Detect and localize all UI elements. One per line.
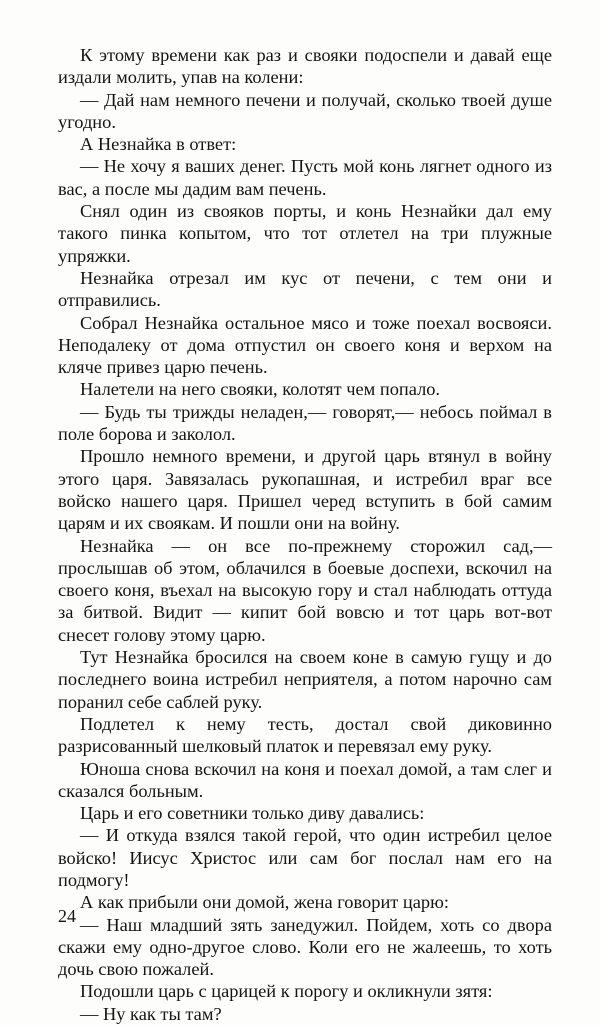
page-text: [58, 44, 552, 1025]
paragraph: Незнайка отрезал им кус от печени, с тем они и отправились.: [58, 267, 552, 311]
paragraph: Снял один из свояков порты, и конь Незнайки дал ему такого пинка копытом, что тот отлетел на три плужные упряжки.: [58, 201, 552, 266]
paragraph: Подошли царь с царицей к порогу и окликнули зятя:: [80, 981, 493, 1002]
paragraph: Прошло немного времени, и другой царь втянул в войну этого царя. Завязалась рукопашная, и истребил враг все войско нашего царя. Пришел черед вступить в бой самим царям и их своякам. И пошли они на войну.: [58, 446, 552, 534]
paragraph: — Ну как ты там?: [80, 1003, 222, 1024]
paragraph: — И откуда взялся такой герой, что один истребил целое войско! Иисус Христос или сам бог послал нам его на подмогу!: [58, 825, 552, 890]
paragraph: Собрал Незнайка остальное мясо и тоже поехал восвояси. Неподалеку от дома отпустил он своего коня и верхом на кляче привез царю печень.: [58, 312, 552, 378]
paragraph: Подлетел к нему тесть, достал свой диковинно разрисованный шелковый платок и перевязал ему руку.: [58, 713, 552, 757]
paragraph: Налетели на него свояки, колотят чем попало.: [80, 379, 441, 400]
paragraph: Незнайка — он все по-прежнему сторожил сад,— прослышав об этом, облачился в боевые доспехи, вскочил на своего коня, въехал на высокую гору и стал наблюдать оттуда за битвой. Видит — кипит бой вовсю и тот царь вот-вот снесет голову этому царю.: [58, 535, 552, 645]
paragraph: — Дай нам немного печени и получай, сколько твоей душе угодно.: [58, 89, 552, 132]
paragraph: — Не хочу я ваших денег. Пусть мой конь лягнет одного из вас, а после мы дадим вам печень.: [58, 156, 552, 199]
page-number: 24: [58, 906, 76, 926]
paragraph: Тут Незнайка бросился на своем коне в самую гущу и до последнего воина истребил неприятеля, а потом нарочно сам поранил себе саблей руку.: [58, 647, 552, 712]
paragraph: Царь и его советники только диву давались:: [80, 803, 425, 824]
paragraph: А Незнайка в ответ:: [80, 134, 237, 155]
paragraph: — Наш младший зять занедужил. Пойдем, хоть со двора скажи ему одно-другое слово. Коли его не жалеешь, то хоть дочь свою пожалей.: [58, 914, 552, 980]
paragraph: А как прибыли они домой, жена говорит царю:: [80, 892, 449, 913]
paragraph: К этому времени как раз и свояки подоспели и давай еще издали молить, упав на колени:: [58, 45, 552, 88]
paragraph: — Будь ты трижды неладен,— говорят,— небось поймал в поле борова и заколол.: [58, 401, 552, 445]
paragraph: Юноша снова вскочил на коня и поехал домой, а там слег и сказался больным.: [58, 758, 552, 801]
